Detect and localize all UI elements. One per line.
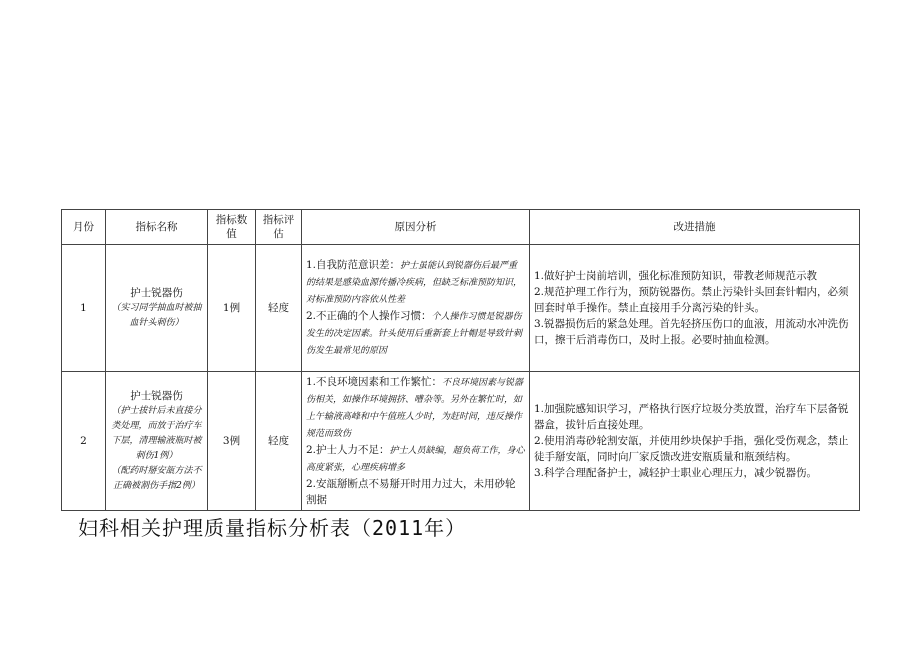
row-indicator-name xyxy=(106,372,208,511)
row-value: 1例 xyxy=(208,245,256,372)
table-row xyxy=(62,372,860,511)
row-cause-analysis xyxy=(302,372,530,511)
indicator-title: 护士锐器伤 xyxy=(130,390,183,402)
cause-item xyxy=(306,308,525,359)
cause-lead: 2.护士人力不足： xyxy=(306,444,390,456)
cause-item xyxy=(306,374,525,442)
row-month: 1 xyxy=(62,245,106,372)
header-indicator-name: 指标名称 xyxy=(106,210,208,245)
cause-note: 不良环境因素与锐器伤相关，如操作环境拥挤、嘈杂等。另外在繁忙时，如上午输液高峰和中午值班人少时，为赶时间，违反操作规范而致伤 xyxy=(306,378,524,439)
measure-item: 1.做好护士岗前培训，强化标准预防知识，带教老师规范示教 xyxy=(534,270,818,282)
cause-note: 护士虽能认到锐器伤后最严重的结果是感染血源传播冷疾病，但缺乏标准预防知识，对标准预防内容依从性差 xyxy=(306,261,523,305)
cause-item xyxy=(306,442,525,476)
row-improvement xyxy=(530,372,860,511)
header-improvement: 改进措施 xyxy=(530,210,860,245)
header-indicator-eval: 指标评估 xyxy=(256,210,302,245)
row-cause-analysis xyxy=(302,245,530,372)
indicator-note: （实习同学抽血时被抽血针头刺伤） xyxy=(111,303,202,328)
cause-lead: 1.不良环境因素和工作繁忙： xyxy=(306,376,443,388)
measure-item: 2.使用消毒砂轮割安瓿，并使用纱块保护手指，强化受伤观念，禁止徒手掰安瓿，同时向厂家反馈改进安瓶质量和瓶颈结构。 xyxy=(534,435,849,463)
cause-lead: 1.自我防范意识差： xyxy=(306,259,401,271)
row-improvement xyxy=(530,245,860,372)
table-header-row xyxy=(62,210,860,245)
table-row xyxy=(62,245,860,372)
row-value: 3例 xyxy=(208,372,256,511)
document-title: 妇科相关护理质量指标分析表（2011年） xyxy=(78,516,467,540)
measure-item: 3.锐器损伤后的紧急处理。首先轻挤压伤口的血液，用流动水冲洗伤口，擦干后消毒伤口，及时上报。必要时抽血检测。 xyxy=(534,318,849,346)
cause-item xyxy=(306,476,525,508)
indicator-note: （护士拔针后未直接分类处理，而放于治疗车下层，清理输液瓶时被刺伤1例） xyxy=(111,406,202,461)
measure-item: 2.规范护理工作行为，预防锐器伤。禁止污染针头回套针帽内，必须回套时单手操作。禁止直接用手分离污染的针头。 xyxy=(534,286,849,314)
row-indicator-name xyxy=(106,245,208,372)
cause-item xyxy=(306,257,525,308)
measure-item: 1.加强院感知识学习，严格执行医疗垃圾分类放置，治疗车下层备锐器盒，拔针后直接处理。 xyxy=(534,403,849,431)
row-month: 2 xyxy=(62,372,106,511)
cause-note: 护士人员缺编，超负荷工作，身心高度紧张，心理疾病增多 xyxy=(306,446,525,473)
cause-note: 个人操作习惯是锐器伤发生的决定因素。针头使用后重新套上针帽是导致针刺伤发生最常见的原因 xyxy=(306,312,523,356)
header-indicator-value: 指标数值 xyxy=(208,210,256,245)
cause-lead: 2.安瓿掰断点不易掰开时用力过大，未用砂轮割据 xyxy=(306,478,516,506)
indicator-title: 护士锐器伤 xyxy=(130,287,183,299)
row-eval: 轻度 xyxy=(256,372,302,511)
cause-lead: 2.不正确的个人操作习惯： xyxy=(306,310,432,322)
quality-indicator-table xyxy=(61,209,860,511)
header-month: 月份 xyxy=(62,210,106,245)
measure-item: 3.科学合理配备护士，减轻护士职业心理压力，减少锐器伤。 xyxy=(534,467,818,479)
indicator-note: （配药时掰安瓿方法不正确被割伤手指2例） xyxy=(111,466,202,491)
row-eval: 轻度 xyxy=(256,245,302,372)
header-cause-analysis: 原因分析 xyxy=(302,210,530,245)
